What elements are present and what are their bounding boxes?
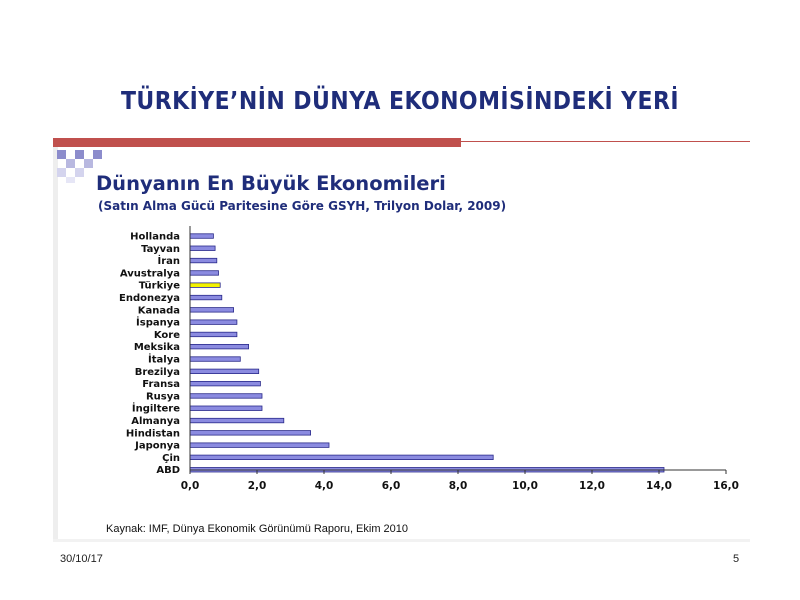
category-label: Meksika xyxy=(133,342,180,354)
category-label: Brezilya xyxy=(134,366,180,378)
category-label: Japonya xyxy=(135,440,180,452)
page-number: 5 xyxy=(733,553,740,565)
chart-subtitle: (Satın Alma Gücü Paritesine Göre GSYH, Trilyon Dolar, 2009) xyxy=(98,199,507,213)
logo-square xyxy=(84,159,93,168)
category-label: Türkiye xyxy=(138,280,180,292)
category-label: İspanya xyxy=(136,317,180,329)
bar xyxy=(190,455,493,460)
x-tick-label: 6,0 xyxy=(381,480,401,492)
bar xyxy=(190,431,311,436)
bar xyxy=(190,320,237,325)
bar-chart xyxy=(53,147,745,539)
bar xyxy=(190,246,215,251)
category-label: ABD xyxy=(156,465,180,477)
bar xyxy=(190,418,284,423)
bar xyxy=(190,234,213,239)
title-rule-thin-line xyxy=(461,141,750,142)
category-label: İran xyxy=(157,256,180,268)
x-tick-label: 4,0 xyxy=(314,480,334,492)
x-tick-label: 14,0 xyxy=(646,480,672,492)
category-label: Tayvan xyxy=(141,243,180,255)
bar xyxy=(190,344,249,349)
bar xyxy=(190,258,217,263)
x-tick-label: 8,0 xyxy=(448,480,468,492)
logo-square xyxy=(57,168,66,177)
logo-square xyxy=(75,150,84,159)
category-label: İngiltere xyxy=(131,403,180,415)
category-label: Kanada xyxy=(137,305,180,317)
axis-layer xyxy=(181,226,739,492)
category-label: Kore xyxy=(153,329,180,341)
x-tick-label: 0,0 xyxy=(180,480,200,492)
bar xyxy=(190,381,260,386)
bar-highlighted xyxy=(190,283,220,288)
x-tick-label: 10,0 xyxy=(512,480,538,492)
logo-square xyxy=(66,159,75,168)
source-note: Kaynak: IMF, Dünya Ekonomik Görünümü Raporu, Ekim 2010 xyxy=(106,523,409,535)
category-label: İtalya xyxy=(148,354,180,366)
x-tick-label: 16,0 xyxy=(713,480,739,492)
category-label: Avustralya xyxy=(119,268,180,280)
category-label: Almanya xyxy=(131,416,180,427)
panel-shadow-bottom xyxy=(53,539,750,542)
footer-date: 30/10/17 xyxy=(60,553,103,565)
logo-square xyxy=(66,177,75,183)
bar xyxy=(190,308,234,313)
category-label: Hollanda xyxy=(130,231,180,243)
bar xyxy=(190,394,262,399)
logo-square xyxy=(57,150,66,159)
title-rule xyxy=(53,138,750,147)
bar xyxy=(190,271,219,276)
category-label: Endonezya xyxy=(119,293,180,304)
title-rule-red-bar xyxy=(53,138,461,147)
bar xyxy=(190,443,329,448)
category-label: Hindistan xyxy=(125,428,180,440)
bar xyxy=(190,357,240,362)
logo-square xyxy=(93,150,102,159)
bar xyxy=(190,369,259,374)
chart-title: Dünyanın En Büyük Ekonomileri xyxy=(96,172,446,195)
x-tick-label: 12,0 xyxy=(579,480,605,492)
category-label: Çin xyxy=(162,452,180,464)
bar xyxy=(190,295,222,300)
category-label: Rusya xyxy=(145,391,180,403)
bar xyxy=(190,332,237,337)
bar xyxy=(190,406,262,411)
slide-title: TÜRKİYE’NİN DÜNYA EKONOMİSİNDEKİ YERİ xyxy=(120,86,680,115)
category-label: Fransa xyxy=(142,379,180,391)
logo-square xyxy=(75,168,84,177)
bars-layer xyxy=(119,232,664,477)
x-tick-label: 2,0 xyxy=(247,480,267,492)
